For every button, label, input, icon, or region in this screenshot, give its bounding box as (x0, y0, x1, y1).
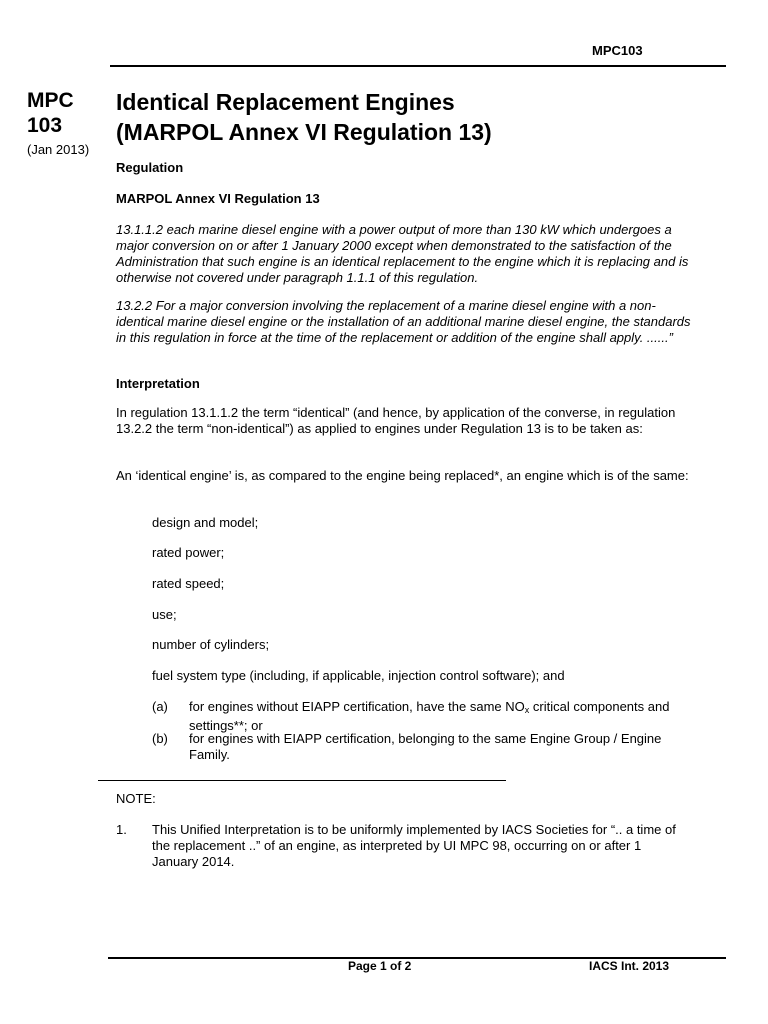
title-line2: (MARPOL Annex VI Regulation 13) (116, 119, 492, 145)
interpretation-heading: Interpretation (116, 376, 200, 391)
regulation-heading: Regulation (116, 160, 184, 175)
list-item: number of cylinders; (152, 637, 270, 652)
sub-item-a-label: (a) (152, 699, 168, 714)
list-item: rated speed; (152, 576, 225, 591)
list-item: fuel system type (including, if applicable, injection control software); and (152, 668, 565, 683)
sub-item-a-text (189, 699, 699, 734)
regulation-para-2: 13.2.2 For a major conversion involving the replacement of a marine diesel engine with a non-identical marine diesel engine or the installation of an additional marine diesel engine, the standards in this regulation in force at the time of the replacement or addition of the engine shall apply. ......” (116, 298, 691, 345)
interpretation-para-1: In regulation 13.1.1.2 the term “identical” (and hence, by application of the converse, in regulation 13.2.2 the term “non-identical”) as applied to engines under Regulation 13 is to be taken as: (116, 405, 676, 436)
list-item: rated power; (152, 545, 225, 560)
sub-item-a-post: critical components and settings**; or (189, 699, 670, 733)
sub-item-b-text: for engines with EIAPP certification, belonging to the same Engine Group / Engine Family. (189, 731, 662, 762)
note-number: 1. (116, 822, 127, 837)
side-code-line1: MPC (27, 89, 74, 112)
side-date: (Jan 2013) (27, 142, 90, 157)
sub-item-b-label: (b) (152, 731, 168, 746)
header-rule (110, 65, 726, 67)
nox-subscript: x (524, 705, 530, 715)
side-code-line2: 103 (27, 114, 63, 137)
interpretation-para-2: An ‘identical engine’ is, as compared to the engine being replaced*, an engine which is of the same: (116, 468, 689, 483)
list-item: design and model; (152, 515, 259, 530)
footer-org: IACS Int. 2013 (589, 959, 670, 973)
note-text: This Unified Interpretation is to be uniformly implemented by IACS Societies for “.. a time of the replacement ..” of an engine, as interpreted by UI MPC 98, occurring on or after 1 January 2014. (152, 822, 676, 869)
regulation-subheading: MARPOL Annex VI Regulation 13 (116, 191, 320, 206)
regulation-para-1: 13.1.1.2 each marine diesel engine with a power output of more than 130 kW which undergoes a major conversion on or after 1 January 2000 except when demonstrated to the satisfaction of the Administration that such engine is an identical replacement to the engine which it is replacing and is otherwise not covered under paragraph 1.1.1 of this regulation. (116, 222, 689, 285)
list-item: use; (152, 607, 177, 622)
sub-item-a-pre: for engines without EIAPP certification, have the same NO (189, 699, 525, 714)
footnote-rule (98, 780, 506, 781)
side-code (27, 88, 74, 138)
page-number: Page 1 of 2 (348, 959, 412, 973)
note-heading: NOTE: (116, 791, 156, 806)
document-code: MPC103 (592, 43, 643, 58)
title-line1: Identical Replacement Engines (116, 89, 455, 115)
page-title (116, 87, 726, 147)
